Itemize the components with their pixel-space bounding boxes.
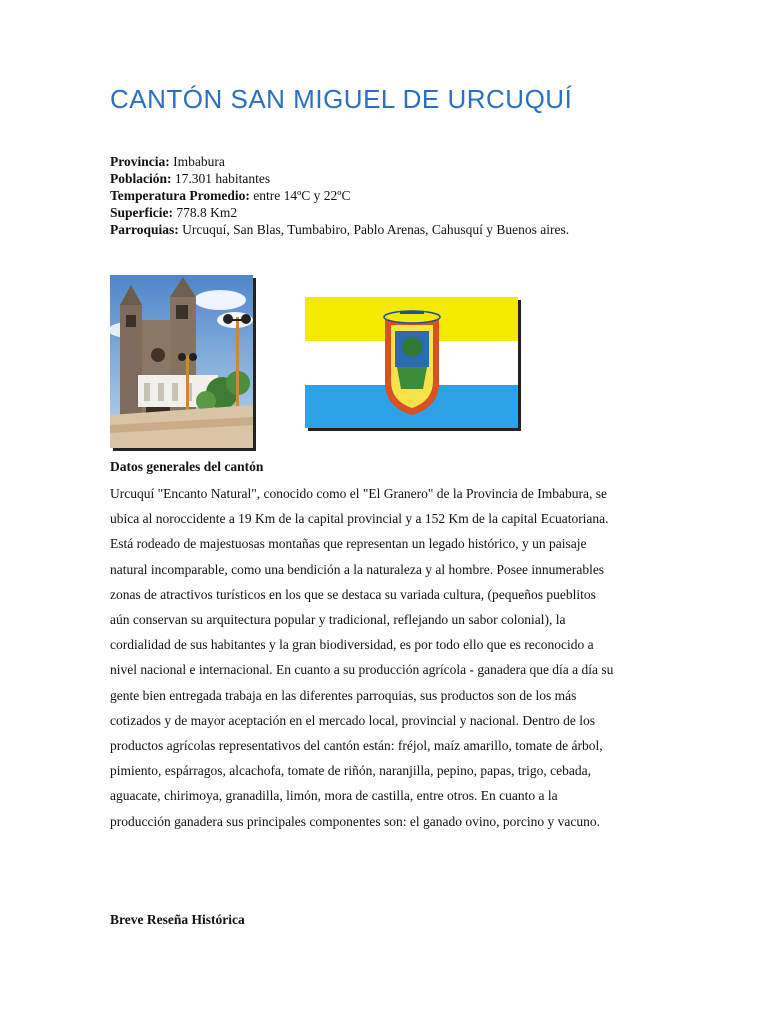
text-line: producción ganadera sus principales componentes son: el ganado ovino, porcino y vacuno. xyxy=(110,813,600,829)
fact-value: 778.8 Km2 xyxy=(176,205,238,220)
text-line: pimiento, espárragos, alcachofa, tomate de riñón, naranjilla, pepino, papas, trigo, cebada, xyxy=(110,763,591,779)
body-paragraph xyxy=(110,481,710,834)
fact-value: 17.301 habitantes xyxy=(174,171,271,186)
fact-label: Parroquias: xyxy=(110,222,179,237)
text-line: zonas de atractivos turísticos en los que se destaca su variada cultura, (pequeños pueblitos xyxy=(110,586,596,602)
fact-parroquias xyxy=(110,221,569,238)
church-photo xyxy=(110,275,253,448)
text-line: nivel nacional e internacional. En cuanto a su producción agrícola - ganadera que día a día su xyxy=(110,662,614,678)
text-line: productos agrícolas representativos del cantón están: fréjol, maíz amarillo, tomate de árbol, xyxy=(110,738,603,754)
page-title: CANTÓN SAN MIGUEL DE URCUQUÍ xyxy=(110,84,573,114)
text-line: cotizados y de mayor aceptación en el mercado local, provincial y nacional. Dentro de los xyxy=(110,712,596,728)
fact-poblacion xyxy=(110,170,569,187)
fact-superficie xyxy=(110,204,569,221)
text-line: Urcuquí "Encanto Natural", conocido como el "El Granero" de la Provincia de Imbabura, se xyxy=(110,486,607,501)
text-line: ubica al noroccidente a 19 Km de la capital provincial y a 152 Km de la capital Ecuatoriana. xyxy=(110,511,609,527)
fact-temperatura xyxy=(110,187,569,204)
text-line: aguacate, chirimoya, granadilla, limón, mora de castilla, entre otros. En cuanto a la xyxy=(110,788,558,804)
facts-list xyxy=(110,153,569,238)
fact-label: Temperatura Promedio: xyxy=(110,188,250,203)
text-line: Está rodeado de majestuosas montañas que representan un legado histórico, y un paisaje xyxy=(110,536,587,552)
flag-urcuqui xyxy=(305,297,518,428)
text-line: natural incomparable, como una bendición a la naturaleza y al hombre. Posee innumerables xyxy=(110,561,605,577)
section-heading-resena: Breve Reseña Histórica xyxy=(110,912,245,927)
text-line: cordialidad de sus habitantes y la gran biodiversidad, es por todo ello que es reconocido a xyxy=(110,637,594,653)
fact-value: Urcuquí, San Blas, Tumbabiro, Pablo Arenas, Cahusquí y Buenos aires. xyxy=(182,222,570,237)
fact-provincia xyxy=(110,153,569,170)
fact-label: Provincia: xyxy=(110,154,170,169)
fact-value: entre 14ºC y 22ºC xyxy=(253,188,351,203)
fact-value: Imbabura xyxy=(173,154,225,169)
fact-label: Superficie: xyxy=(110,205,173,220)
section-heading-datos: Datos generales del cantón xyxy=(110,459,264,474)
fact-label: Población: xyxy=(110,171,172,186)
text-line: gente bien entregada trabaja en las diferentes parroquias, sus productos son de los más xyxy=(110,687,577,703)
text-line: aún conservan su arquitectura popular y tradicional, reflejando un sabor colonial), la xyxy=(110,612,566,628)
